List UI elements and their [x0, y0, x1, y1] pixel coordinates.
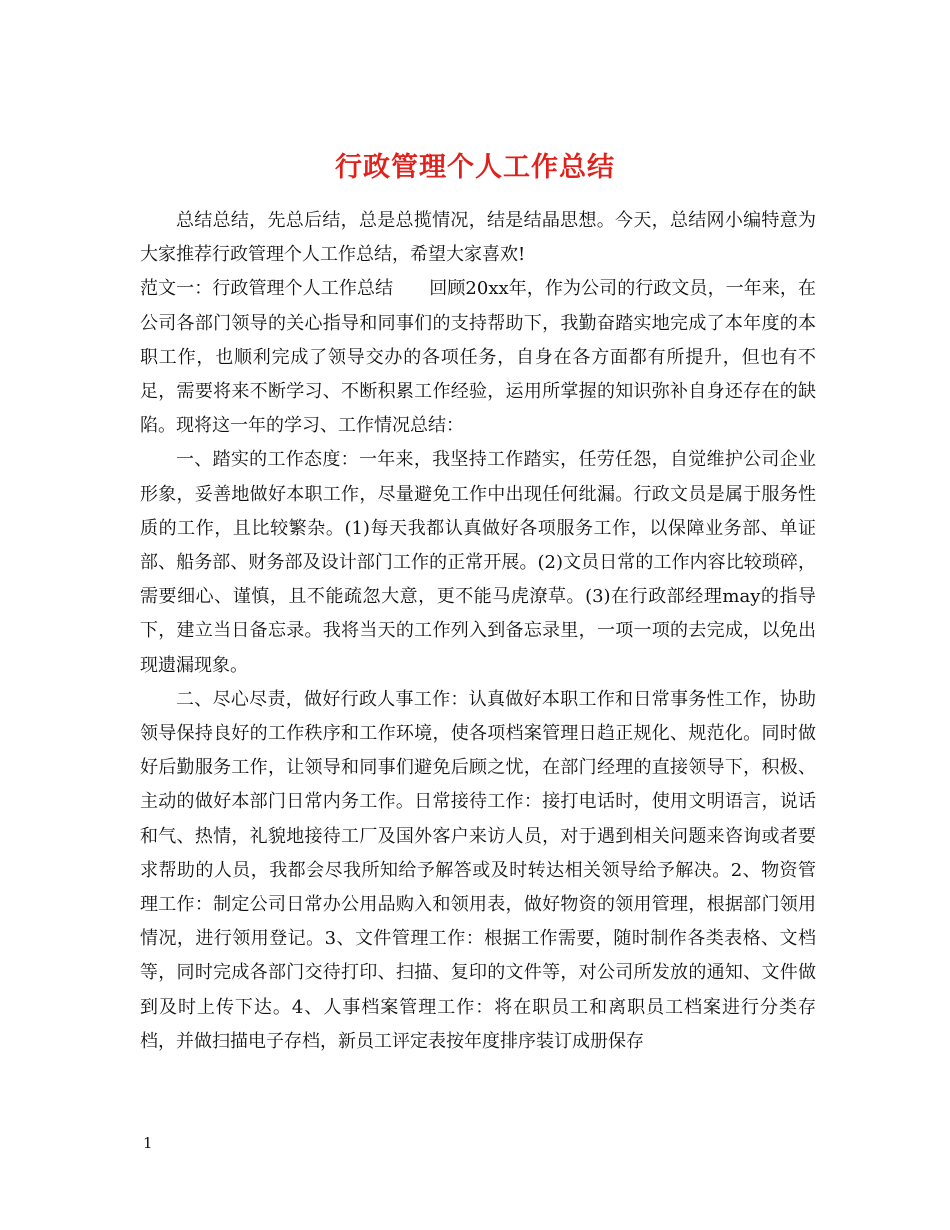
document-title: 行政管理个人工作总结 — [335, 152, 615, 184]
document-body — [140, 204, 816, 1059]
section-one-paragraph: 一、踏实的工作态度：一年来，我坚持工作踏实，任劳任怨，自觉维护公司企业形象，妥善地做好本职工作，尽量避免工作中出现任何纰漏。行政文员是属于服务性质的工作，且比较繁杂。(1)每天我都认真做好各项服务工作，以保障业务部、单证部、船务部、财务部及设计部门工作的正常开展。(2)文员日常的工作内容比较琐碎，需要细心、谨慎，且不能疏忽大意，更不能马虎潦草。(3)在行政部经理may的指导下，建立当日备忘录。我将当天的工作列入到备忘录里，一项一项的去完成，以免出现遗漏现象。 — [140, 449, 816, 676]
page-number: 1 — [143, 1134, 153, 1152]
section-two-paragraph: 二、尽心尽责，做好行政人事工作：认真做好本职工作和日常事务性工作，协助领导保持良好的工作秩序和工作环境，使各项档案管理日趋正规化、规范化。同时做好后勤服务工作，让领导和同事们避免后顾之忧，在部门经理的直接领导下，积极、主动的做好本部门日常内务工作。日常接待工作：接打电话时，使用文明语言，说话和气、热情，礼貌地接待工厂及国外客户来访人员，对于遇到相关问题来咨询或者要求帮助的人员，我都会尽我所知给予解答或及时转达相关领导给予解决。2、物资管理工作：制定公司日常办公用品购入和领用表，做好物资的领用管理，根据部门领用情况，进行领用登记。3、文件管理工作：根据工作需要，随时制作各类表格、文档等，同时完成各部门交待打印、扫描、复印的文件等，对公司所发放的通知、文件做到及时上传下达。4、人事档案管理工作：将在职员工和离职员工档案进行分类存档，并做扫描电子存档，新员工评定表按年度排序装订成册保存 — [140, 688, 816, 1052]
intro-paragraph: 总结总结，先总后结，总是总揽情况，结是结晶思想。今天，总结网小编特意为大家推荐行政管理个人工作总结，希望大家喜欢! — [140, 210, 816, 266]
sample-essay-paragraph: 范文一：行政管理个人工作总结 回顾20xx年，作为公司的行政文员，一年来，在公司各部门领导的关心指导和同事们的支持帮助下，我勤奋踏实地完成了本年度的本职工作，也顺利完成了领导交办的各项任务，自身在各方面都有所提升，但也有不足，需要将来不断学习、不断积累工作经验，运用所掌握的知识弥补自身还存在的缺陷。现将这一年的学习、工作情况总结： — [140, 278, 816, 437]
